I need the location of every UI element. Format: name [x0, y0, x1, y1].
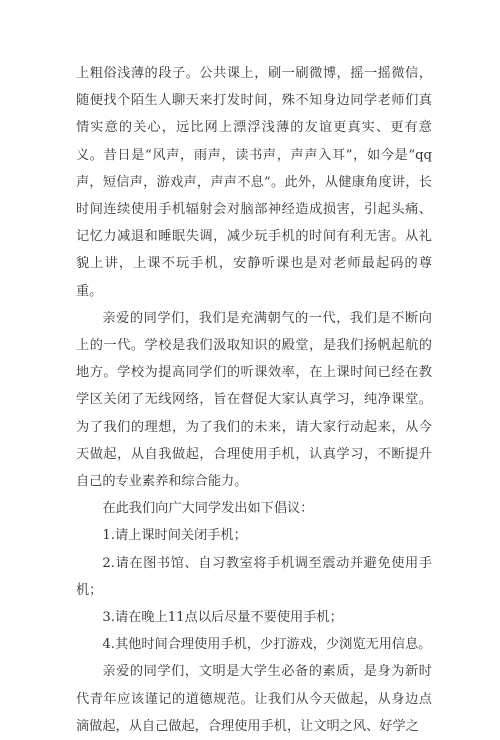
- paragraph-proposal-intro: 在此我们向广大同学发出如下倡议：: [102, 501, 314, 517]
- proposal-item-2: 2.请在图书馆、自习教室将手机调至震动并避免使用手机；: [76, 555, 432, 598]
- proposal-item-1: 1.请上课时间关闭手机；: [102, 528, 247, 544]
- paragraph-call-to-action: 亲爱的同学们，我们是充满朝气的一代，我们是不断向上的一代。学校是我们汲取知识的殿堂，是我们扬帆起航的地方。学校为提高同学们的听课效率，在上课时间已经在教学区关闭了无线网络，旨在督促大家认真学习，纯净课堂。为了我们的理想，为了我们的未来，请大家行动起来，从今天做起，从自我做起，合理使用手机，认真学习，不断提升自己的专业素养和综合能力。: [76, 310, 432, 490]
- document-body: [76, 60, 432, 740]
- proposal-item-3: 3.请在晚上11点以后尽量不要使用手机；: [102, 610, 343, 626]
- proposal-item-4: 4.其他时间合理使用手机，少打游戏，少浏览无用信息。: [102, 637, 432, 653]
- paragraph-closing: 亲爱的同学们，文明是大学生必备的素质，是身为新时代青年应该谨记的道德规范。让我们从今天做起，从身边点滴做起，从自己做起，合理使用手机，让文明之风、好学之: [76, 664, 432, 734]
- paragraph-phone-harm: 上粗俗浅薄的段子。公共课上，刷一刷微博，摇一摇微信，随便找个陌生人聊天来打发时间，殊不知身边同学老师们真情实意的关心，远比网上漂浮浅薄的友谊更真实、更有意义。昔日是“风声，雨声，读书声，声声入耳”，如今是“qq声，短信声，游戏声，声声不息”。此外，从健康角度讲，长时间连续使用手机辐射会对脑部神经造成损害，引起头痛、记忆力减退和睡眠失调，减少玩手机的时间有利无害。从礼貌上讲，上课不玩手机，安静听课也是对老师最起码的尊重。: [76, 66, 432, 299]
